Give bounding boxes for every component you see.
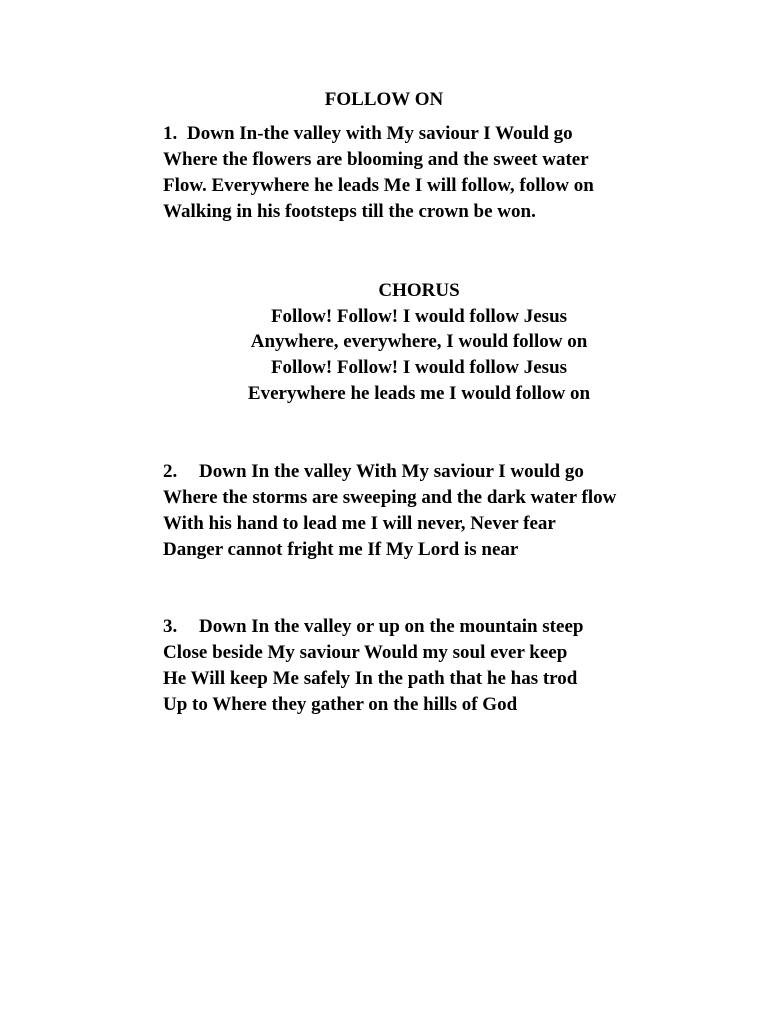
- verse-3-line-3: He Will keep Me safely In the path that he has trod: [163, 668, 578, 689]
- verse-2-line-1: [163, 459, 616, 485]
- verse-2-line-3: With his hand to lead me I will never, Never fear: [163, 513, 556, 534]
- verse-3-line-2: Close beside My saviour Would my soul ever keep: [163, 642, 568, 663]
- chorus-line-4: Everywhere he leads me I would follow on: [247, 382, 591, 404]
- chorus-heading: CHORUS: [378, 280, 460, 301]
- verse-1-line-4: Walking in his footsteps till the crown be won.: [163, 201, 536, 222]
- chorus-line-2: Anywhere, everywhere, I would follow on: [250, 331, 588, 353]
- verse-3-line-1: [163, 614, 583, 640]
- verse-1-line-3: Flow. Everywhere he leads Me I will follow, follow on: [163, 175, 594, 196]
- chorus-line-3: Follow! Follow! I would follow Jesus: [270, 357, 568, 379]
- verse-1-number: 1.: [163, 123, 178, 144]
- song-title: [0, 88, 768, 112]
- verse-3-line-4: Up to Where they gather on the hills of God: [163, 694, 518, 715]
- verse-2-line-1-text: Down In the valley With My saviour I would go: [199, 461, 584, 482]
- verse-3-line-1-text: Down In the valley or up on the mountain steep: [199, 616, 584, 637]
- verse-1-line-1-text: Down In-the valley with My saviour I Would go: [187, 123, 573, 144]
- verse-2-line-2: Where the storms are sweeping and the dark water flow: [163, 487, 617, 508]
- chorus-line-1: Follow! Follow! I would follow Jesus: [270, 305, 568, 327]
- verse-2-line-4: Danger cannot fright me If My Lord is near: [163, 539, 519, 560]
- verse-2: [163, 459, 616, 563]
- verse-1-line-2: Where the flowers are blooming and the sweet water: [163, 149, 589, 170]
- verse-3-number: 3.: [163, 616, 178, 637]
- verse-2-number: 2.: [163, 461, 178, 482]
- verse-1-line-1: [163, 121, 594, 147]
- song-title-text: FOLLOW ON: [324, 89, 444, 110]
- chorus: [0, 278, 768, 406]
- verse-1: [163, 121, 594, 225]
- verse-3: [163, 614, 583, 718]
